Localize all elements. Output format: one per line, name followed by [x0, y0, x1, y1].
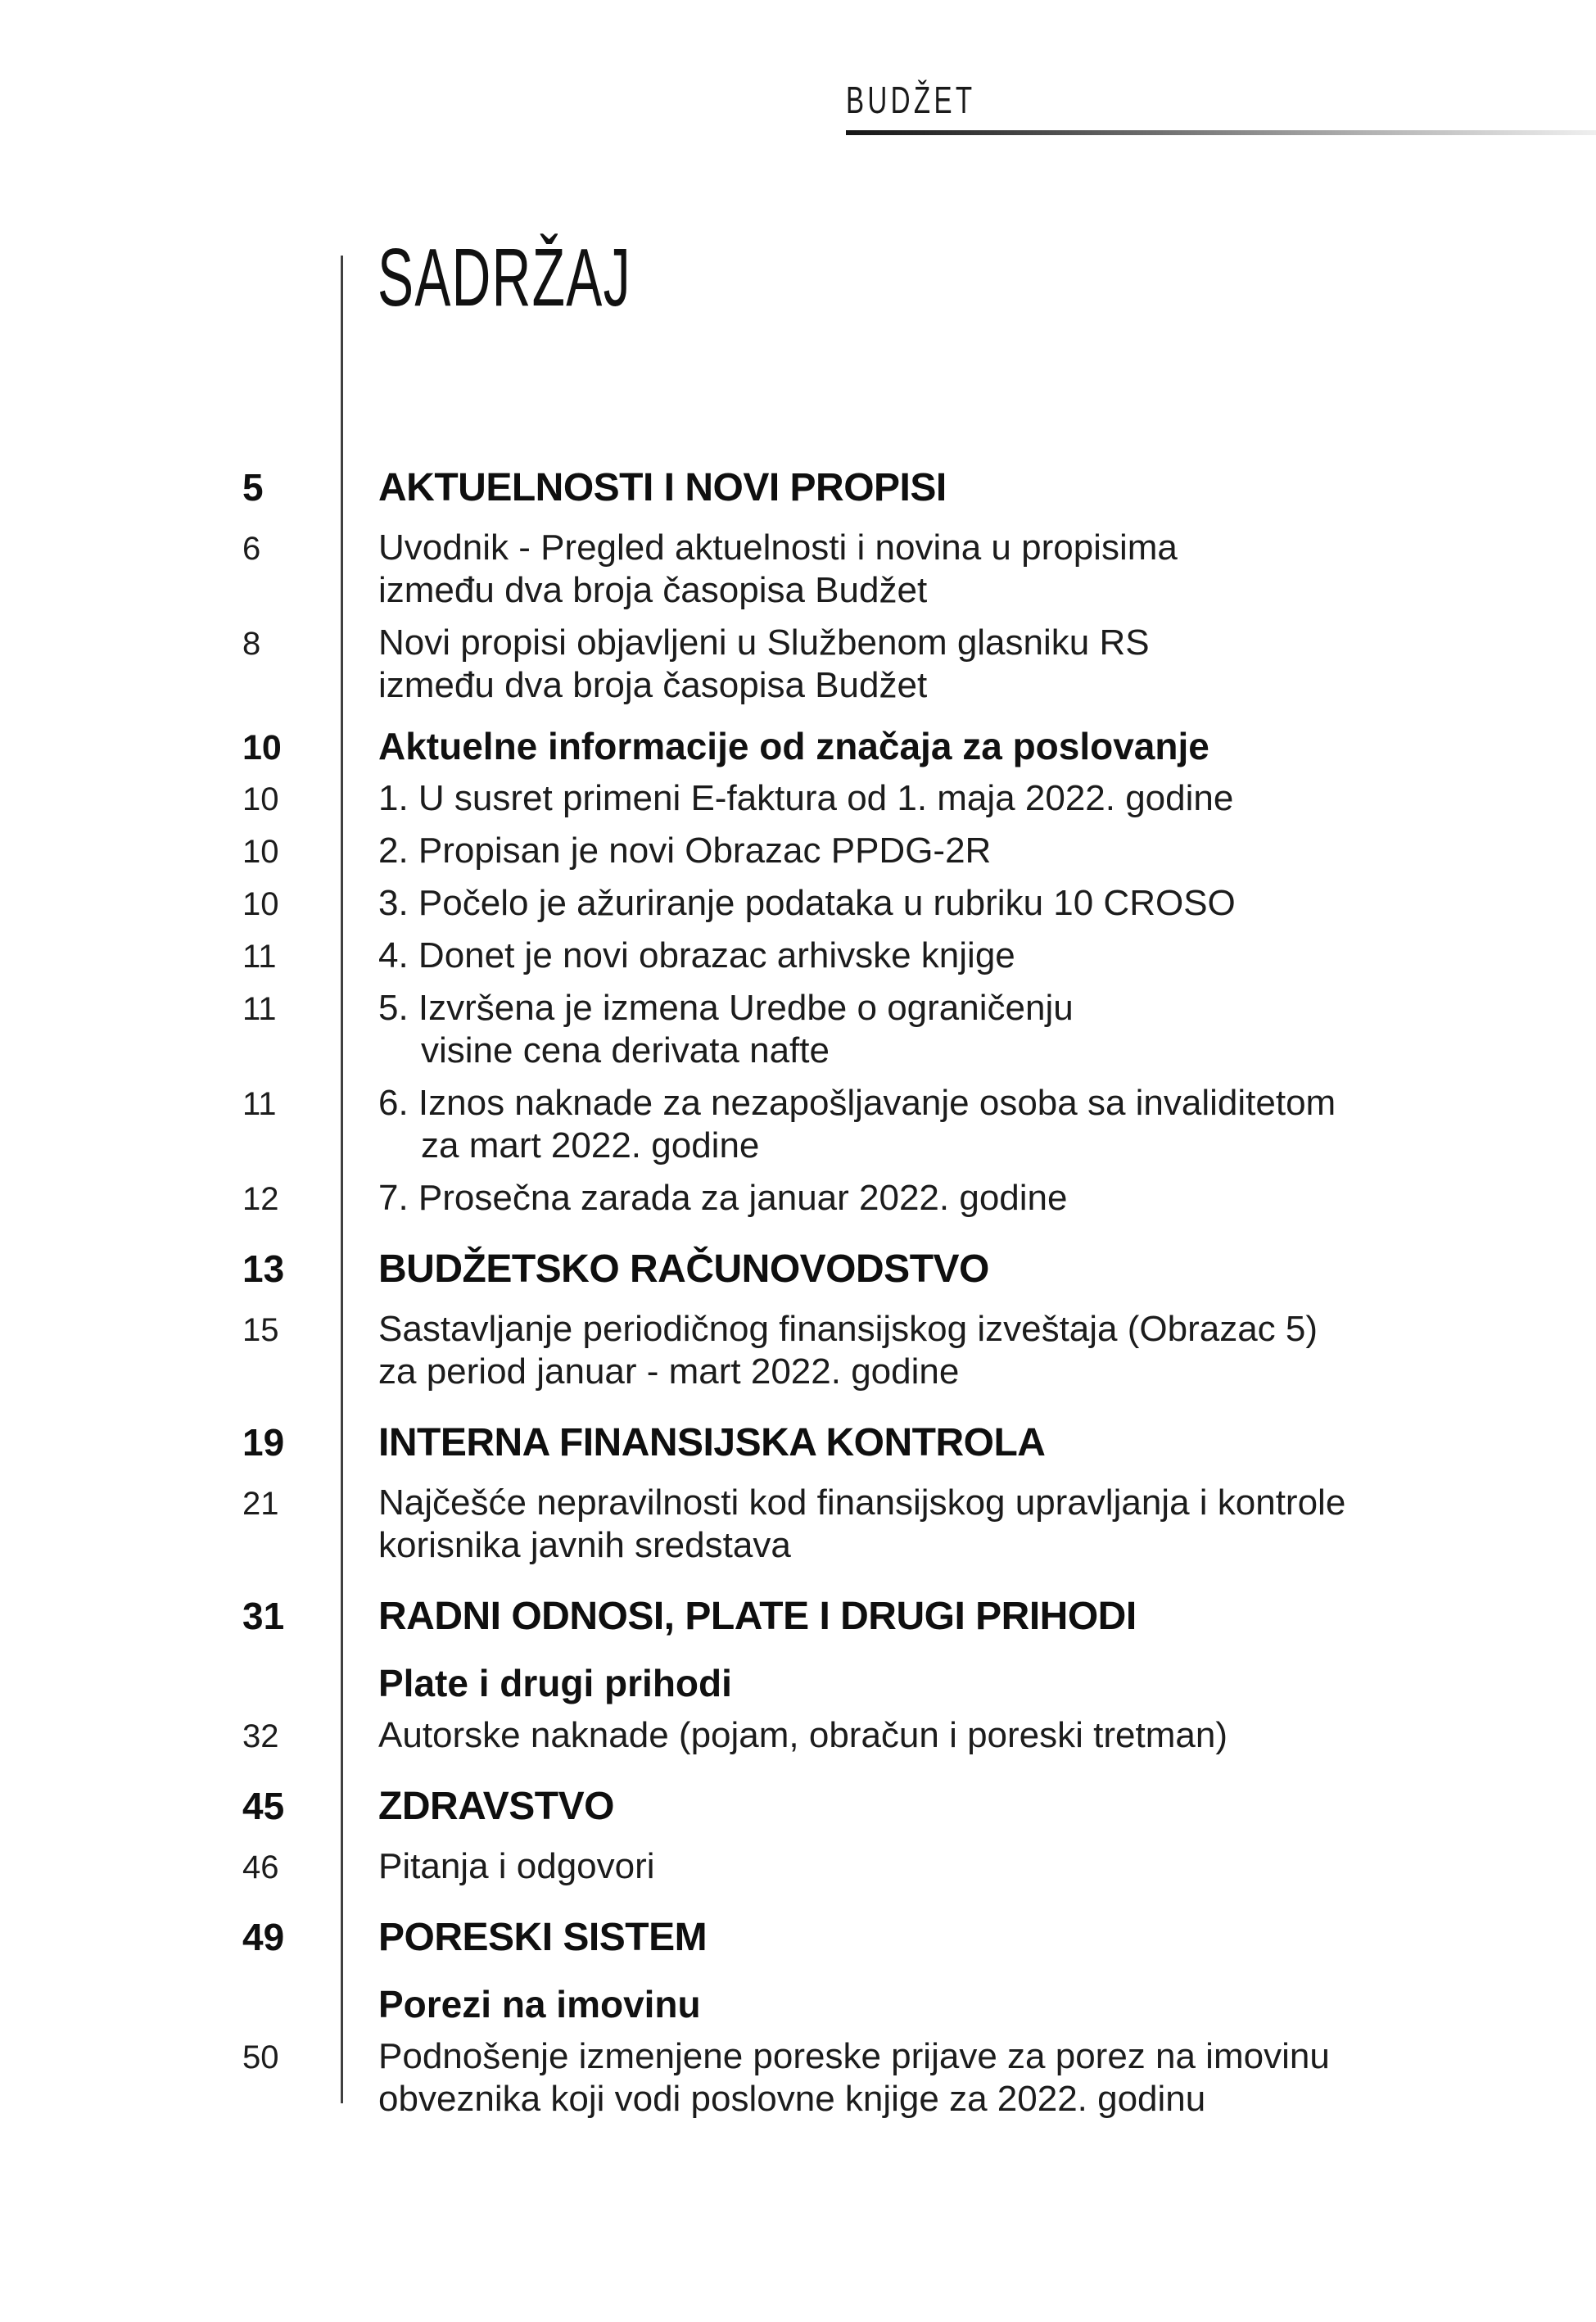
entry-line: Novi propisi objavljeni u Službenom glasniku RS [378, 622, 1150, 663]
page-title-text: SADRŽAJ [378, 232, 631, 324]
entry-line: ZDRAVSTVO [378, 1785, 614, 1828]
entry-text [378, 1482, 1596, 1567]
entry-line: Aktuelne informacije od značaja za poslovanje [378, 725, 1209, 767]
entry-line: visine cena derivata nafte [421, 1030, 830, 1070]
page-number: 49 [242, 1916, 285, 1958]
page-number: 10 [242, 781, 279, 817]
toc-entry [0, 987, 1596, 1072]
entry-text [378, 1082, 1596, 1167]
toc-list [0, 463, 1596, 2121]
entry-text [378, 1912, 1596, 1963]
page-number: 10 [242, 834, 279, 870]
entry-text [378, 935, 1596, 977]
toc-entry [0, 1845, 1596, 1888]
entry-text [378, 1177, 1596, 1220]
toc-entry [0, 777, 1596, 820]
entry-text [378, 987, 1596, 1072]
toc-entry [0, 463, 1596, 514]
toc-entry [0, 1177, 1596, 1220]
entry-text [378, 1981, 1596, 2027]
entry-line: RADNI ODNOSI, PLATE I DRUGI PRIHODI [378, 1595, 1137, 1638]
page-number: 11 [242, 1086, 277, 1122]
entry-text [378, 1781, 1596, 1832]
entry-text [378, 1660, 1596, 1706]
page-number: 50 [242, 2039, 279, 2075]
entry-text [378, 1244, 1596, 1295]
entry-line: INTERNA FINANSIJSKA KONTROLA [378, 1421, 1046, 1464]
toc-entry [0, 1912, 1596, 1963]
entry-line: Najčešće nepravilnosti kod finansijskog upravljanja i kontrole [378, 1482, 1346, 1523]
entry-line: između dva broja časopisa Budžet [378, 570, 928, 610]
toc-entry [0, 830, 1596, 872]
entry-line: 6. Iznos naknade za nezapošljavanje osoba sa invaliditetom [378, 1083, 1336, 1123]
toc-entry [0, 1714, 1596, 1757]
page-title [378, 232, 762, 324]
page-number: 10 [242, 728, 282, 767]
toc-entry [0, 1308, 1596, 1393]
page-number: 11 [242, 991, 277, 1027]
toc-entry [0, 1482, 1596, 1567]
entry-text [378, 1308, 1596, 1393]
entry-text [378, 527, 1596, 612]
page-number: 21 [242, 1486, 279, 1522]
magazine-title [846, 81, 1026, 119]
entry-line: Pitanja i odgovori [378, 1846, 655, 1886]
entry-text [378, 2035, 1596, 2121]
page-number: 12 [242, 1181, 279, 1217]
page-number: 10 [242, 886, 279, 922]
page-number: 31 [242, 1595, 285, 1637]
toc-entry [0, 622, 1596, 707]
entry-line: 1. U susret primeni E-faktura od 1. maja 2022. godine [378, 778, 1234, 818]
entry-text [378, 1845, 1596, 1888]
page-number: 5 [242, 466, 264, 509]
entry-line: Podnošenje izmenjene poreske prijave za porez na imovinu [378, 2036, 1330, 2076]
toc-entry [0, 1591, 1596, 1642]
toc-entry [0, 935, 1596, 977]
page-number: 45 [242, 1785, 285, 1827]
toc-entry [0, 1781, 1596, 1832]
page-number: 15 [242, 1312, 279, 1348]
page-number: 8 [242, 626, 261, 662]
toc-entry [0, 2035, 1596, 2121]
toc-entry [0, 1418, 1596, 1469]
entry-line: za period januar - mart 2022. godine [378, 1351, 960, 1392]
toc-entry [0, 1082, 1596, 1167]
entry-line: AKTUELNOSTI I NOVI PROPISI [378, 466, 947, 509]
toc-entry [0, 723, 1596, 769]
page-number: 19 [242, 1421, 285, 1464]
page-number: 32 [242, 1718, 279, 1754]
page-number: 6 [242, 531, 261, 567]
entry-line: obveznika koji vodi poslovne knjige za 2022. godinu [378, 2079, 1206, 2119]
entry-line: 5. Izvršena je izmena Uredbe o ograničenju [378, 988, 1074, 1028]
entry-text [378, 1714, 1596, 1757]
masthead-gradient-rule [846, 130, 1596, 135]
entry-text [378, 463, 1596, 514]
entry-line: za mart 2022. godine [421, 1125, 760, 1166]
toc-entry [0, 882, 1596, 925]
entry-line: između dva broja časopisa Budžet [378, 665, 928, 705]
entry-line: Plate i drugi prihodi [378, 1662, 732, 1704]
entry-line: 3. Počelo je ažuriranje podataka u rubriku 10 CROSO [378, 883, 1236, 923]
page-number: 13 [242, 1247, 285, 1290]
entry-text [378, 830, 1596, 872]
entry-line: korisnika javnih sredstava [378, 1525, 791, 1565]
toc-entry [0, 1660, 1596, 1706]
page-number: 11 [242, 939, 277, 975]
entry-text [378, 723, 1596, 769]
entry-line: 7. Prosečna zarada za januar 2022. godine [378, 1178, 1068, 1218]
entry-text [378, 1418, 1596, 1469]
toc-entry [0, 1244, 1596, 1295]
entry-line: 4. Donet je novi obrazac arhivske knjige [378, 935, 1015, 975]
page-number: 46 [242, 1849, 279, 1885]
entry-line: Autorske naknade (pojam, obračun i poreski tretman) [378, 1715, 1228, 1755]
entry-text [378, 777, 1596, 820]
magazine-title-text: BUDŽET [846, 79, 976, 121]
entry-text [378, 1591, 1596, 1642]
toc-entry [0, 527, 1596, 612]
entry-line: Sastavljanje periodičnog finansijskog izveštaja (Obrazac 5) [378, 1309, 1318, 1349]
entry-text [378, 882, 1596, 925]
entry-line: PORESKI SISTEM [378, 1916, 708, 1959]
entry-line: 2. Propisan je novi Obrazac PPDG-2R [378, 831, 992, 871]
toc-entry [0, 1981, 1596, 2027]
entry-line: Porezi na imovinu [378, 1983, 701, 2026]
entry-line: BUDŽETSKO RAČUNOVODSTVO [378, 1247, 989, 1291]
entry-line: Uvodnik - Pregled aktuelnosti i novina u propisima [378, 527, 1178, 568]
entry-text [378, 622, 1596, 707]
